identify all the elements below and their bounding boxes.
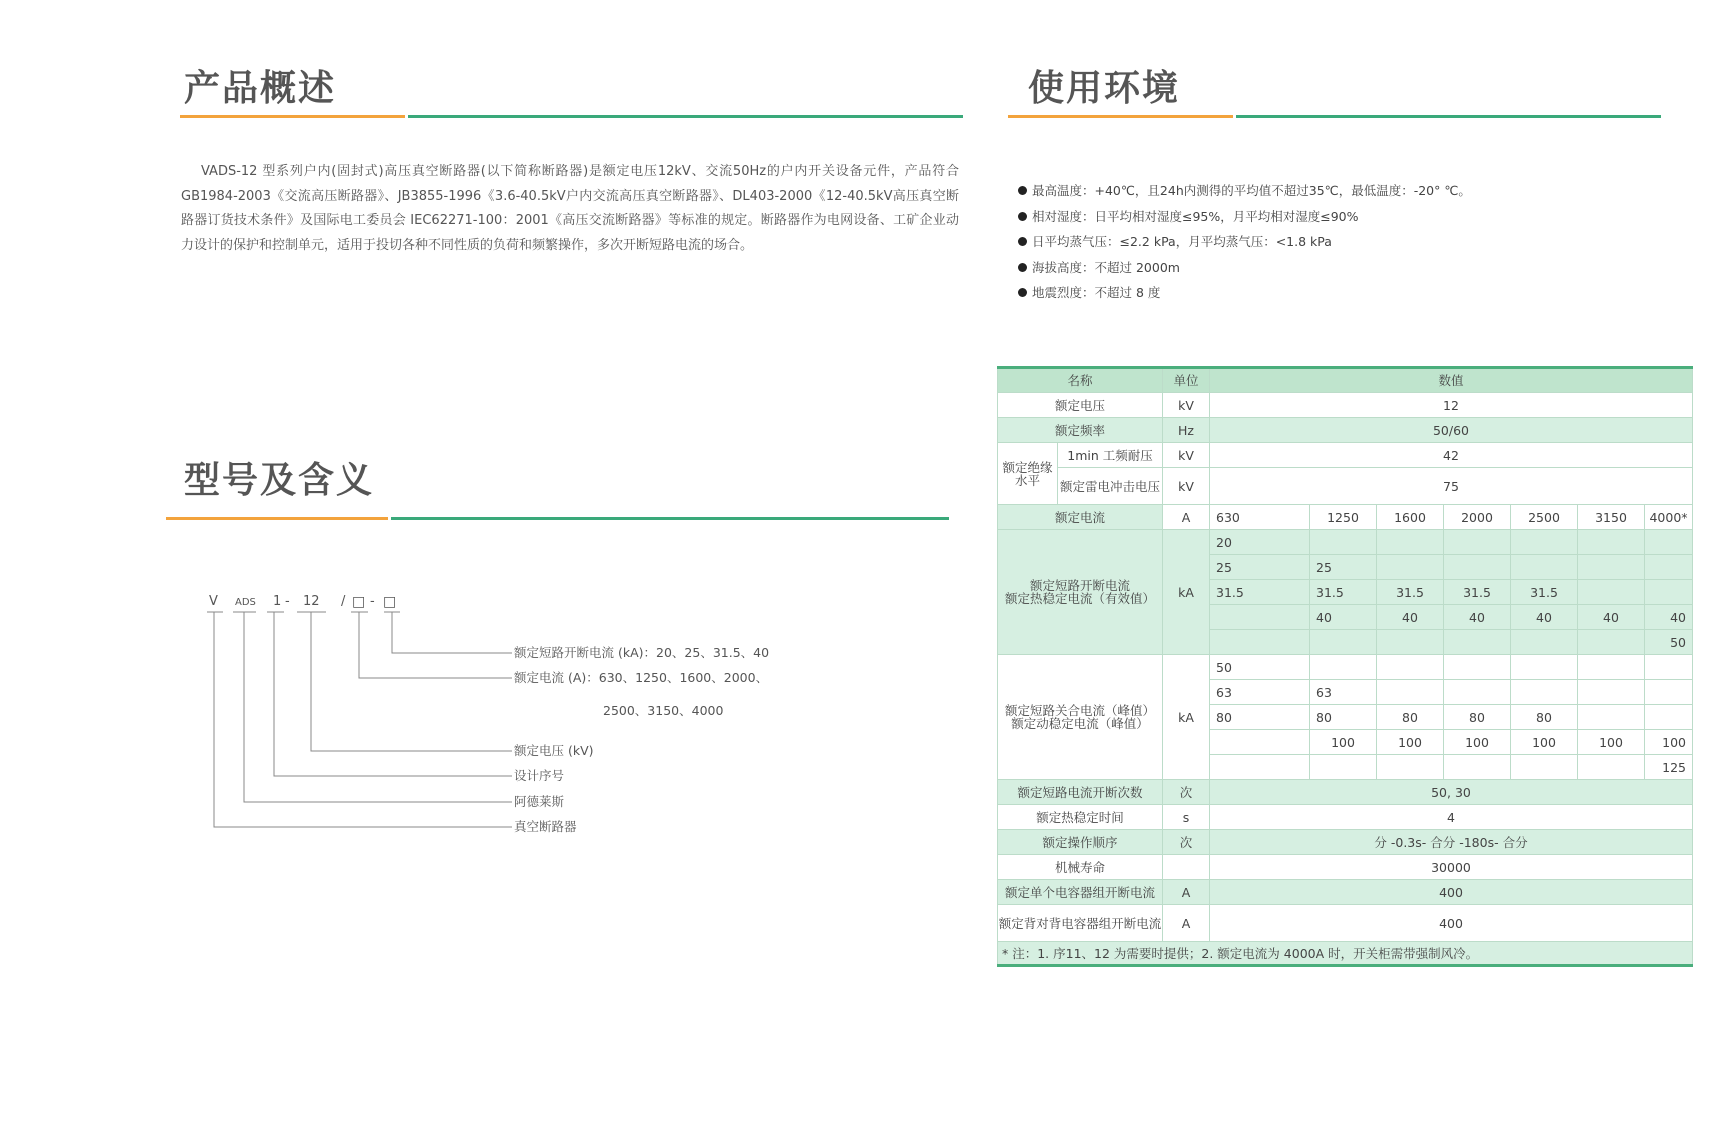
table-row: 50 — [998, 630, 1693, 655]
insulation-group: 额定绝缘水平 — [998, 443, 1058, 505]
table-row: 额定短路电流开断次数 次 50, 30 — [998, 780, 1693, 805]
environment-item: 地震烈度：不超过 8 度 — [1018, 280, 1471, 306]
making-label: 额定短路关合电流（峰值） 额定动稳定电流（峰值） — [998, 655, 1163, 780]
environment-item: 日平均蒸气压：≤2.2 kPa，月平均蒸气压：<1.8 kPa — [1018, 229, 1471, 255]
spec-table — [997, 366, 1693, 967]
code-ads: ADS — [235, 597, 256, 608]
environment-item: 海拔高度：不超过 2000m — [1018, 255, 1471, 281]
legend-brand: 阿德莱斯 — [514, 794, 565, 809]
table-row: 额定频率 Hz 50/60 — [998, 418, 1693, 443]
table-row: 31.5 31.5 31.5 31.5 31.5 — [998, 580, 1693, 605]
code-box1: □ — [352, 594, 366, 610]
table-row: 额定单个电容器组开断电流 A 400 — [998, 880, 1693, 905]
code-dash1: - — [285, 594, 290, 609]
environment-title: 使用环境 — [1028, 68, 1181, 109]
table-row: 额定操作顺序 次 分 -0.3s- 合分 -180s- 合分 — [998, 830, 1693, 855]
legend-voltage: 额定电压 (kV) — [514, 743, 594, 758]
table-row: 125 — [998, 755, 1693, 780]
table-row: 25 25 — [998, 555, 1693, 580]
model-title: 型号及含义 — [184, 460, 375, 501]
table-note: * 注：1. 序11、12 为需要时提供；2. 额定电流为 4000A 时，开关柜需带强制风冷。 — [998, 942, 1693, 966]
environment-item: 最高温度：+40℃，且24h内测得的平均值不超过35℃，最低温度：-20° ℃。 — [1018, 178, 1471, 204]
code-seq: 1 — [273, 594, 282, 609]
table-row: 额定绝缘水平 1min 工频耐压 kV 42 — [998, 443, 1693, 468]
header-name: 名称 — [998, 368, 1163, 393]
table-row: 额定热稳定时间 s 4 — [998, 805, 1693, 830]
legend-breaking: 额定短路开断电流 (kA)：20、25、31.5、40 — [514, 645, 770, 660]
code-v: V — [209, 594, 218, 609]
table-row: 63 63 — [998, 680, 1693, 705]
table-row: 额定雷电冲击电压 kV 75 — [998, 468, 1693, 505]
legend-current: 额定电流 (A)：630、1250、1600、2000、 — [514, 670, 769, 685]
code-slash: / — [341, 594, 346, 609]
breaking-label: 额定短路开断电流 额定热稳定电流（有效值） — [998, 530, 1163, 655]
header-unit: 单位 — [1163, 368, 1210, 393]
table-row: 80 80 80 80 80 — [998, 705, 1693, 730]
legend-current-cont: 2500、3150、4000 — [603, 703, 724, 718]
table-row: 机械寿命 30000 — [998, 855, 1693, 880]
table-row: 40 40 40 40 40 40 — [998, 605, 1693, 630]
table-row: 额定电流 A 630 1250 1600 2000 2500 3150 4000* — [998, 505, 1693, 530]
legend-type: 真空断路器 — [514, 819, 577, 834]
overview-title: 产品概述 — [184, 68, 337, 109]
legend-seq: 设计序号 — [514, 768, 565, 783]
environment-item: 相对湿度：日平均相对湿度≤95%，月平均相对湿度≤90% — [1018, 204, 1471, 230]
table-note-row — [998, 942, 1693, 966]
table-row: 100 100 100 100 100 100 — [998, 730, 1693, 755]
table-row: 额定短路关合电流（峰值） 额定动稳定电流（峰值） kA 50 — [998, 655, 1693, 680]
code-voltage: 12 — [303, 594, 320, 609]
table-row: 额定电压 kV 12 — [998, 393, 1693, 418]
code-dash2: - — [370, 594, 375, 609]
table-row: 额定短路开断电流 额定热稳定电流（有效值） kA 20 — [998, 530, 1693, 555]
header-value: 数值 — [1210, 368, 1693, 393]
overview-text: VADS-12 型系列户内(固封式)高压真空断路器(以下简称断路器)是额定电压12kV、交流50Hz的户内开关设备元件，产品符合GB1984-2003《交流高压断路器》、JB3855-1996《3.6-40.5kV户内交流高压真空断路器》、DL403-2000《12-40.5kV高压真空断路器订货技术条件》及国际电工委员会 IEC62271-100：2001《高压交流断路器》等标准的规定。断路器作为电网设备、工矿企业动力设计的保护和控制单元，适用于投切各种不同性质的负荷和频繁操作，多次开断短路电流的场合。 — [181, 164, 959, 253]
code-box2: □ — [383, 594, 397, 610]
table-row: 额定背对背电容器组开断电流 A 400 — [998, 905, 1693, 942]
table-header-row — [998, 368, 1693, 393]
